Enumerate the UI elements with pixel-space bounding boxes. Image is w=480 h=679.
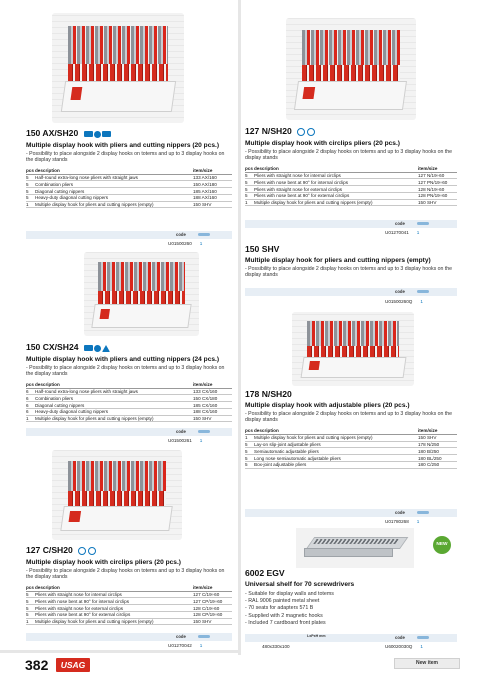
table-cell: 1 [26, 618, 35, 625]
product-photo-150ax-sh20 [52, 13, 184, 123]
table-cell: Half-round extra-long nose pliers with straight jaws [35, 174, 193, 181]
product-photo-127c-sh20 [52, 450, 182, 540]
table-cell: 127 PN/19÷60 [418, 179, 457, 186]
table-cell: 5 [26, 591, 35, 598]
table-cell: 150 SHV [193, 415, 232, 422]
table-cell: Combination pliers [35, 181, 193, 188]
column-header: description [254, 428, 418, 435]
code-label: code [176, 634, 186, 639]
code-bar [26, 633, 232, 641]
code-label: code [176, 232, 186, 237]
table-cell: 5 [245, 179, 254, 186]
product-photo-150cx-sh24 [84, 252, 199, 336]
product-note: - Possibility to place alongside 2 display hooks on totems and up to 3 display hooks on the display stands [26, 567, 225, 581]
code-label: code [395, 221, 405, 226]
order-code: U01270042 1 [168, 643, 203, 648]
table-cell: Combination pliers [35, 395, 193, 402]
product-title: Multiple display hook for pliers and cutting nippers (empty) [245, 257, 431, 264]
order-code: U01270041 1 [385, 230, 420, 235]
column-header: pcs [26, 381, 34, 387]
table-cell: Long nose semiautomatic adjustable pliers [254, 455, 418, 462]
table-cell: 127 N/19÷60 [418, 172, 457, 179]
table-cell: 178 N/250 [418, 441, 457, 448]
bottom-rule [0, 650, 238, 653]
feature-icons [84, 343, 111, 353]
table-cell: 150 CX/180 [193, 395, 232, 402]
product-title: Multiple display hook with adjustable pliers (20 pcs.) [245, 402, 410, 409]
table-cell: Pliers with nose bent at 90° for internal circlips [254, 179, 418, 186]
feature-icons [84, 129, 112, 139]
table-cell: 5 [26, 188, 35, 195]
column-header: item/size [418, 428, 457, 435]
table-cell: Pliers with straight nose for external circlips [35, 605, 193, 612]
pliers-icon [84, 345, 93, 351]
list-item: - Supplied with 2 magnetic hooks [245, 612, 323, 619]
column-header: description [35, 382, 193, 389]
table-cell: 128 C/19÷60 [193, 605, 232, 612]
table-cell: 6 [26, 402, 35, 409]
table-cell: 1 [26, 201, 35, 208]
table-cell: 6 [26, 388, 35, 395]
table-row [26, 605, 232, 612]
feature-icons [297, 127, 317, 137]
product-150cx-sh24 [26, 342, 232, 422]
order-code: U60020030Q 1 [385, 644, 423, 649]
table-row [245, 461, 457, 468]
table-cell: 6 [26, 408, 35, 415]
list-item: - RAL 9006 painted metal sheet [245, 598, 320, 605]
table-cell: Multiple display hook for pliers and cutting nippers (empty) [35, 618, 193, 625]
table-cell: Multiple display hook for pliers and cutting nippers (empty) [254, 434, 418, 441]
table-cell: Half-round extra-long nose pliers with straight jaws [35, 388, 193, 395]
table-cell: 127 C/19÷60 [193, 591, 232, 598]
table-row [26, 181, 232, 188]
table-row [26, 408, 232, 415]
table-cell: Pliers with straight nose for internal circlips [35, 591, 193, 598]
table-cell: 185 CX/160 [193, 402, 232, 409]
product-title: Universal shelf for 70 screwdrivers [245, 581, 355, 588]
order-code: U01500260 1 [168, 241, 203, 246]
table-row [26, 201, 232, 208]
product-150shv [245, 244, 457, 279]
brand-mark-icon [198, 233, 210, 236]
brand-mark-icon [198, 635, 210, 638]
brand-mark-icon [417, 290, 429, 293]
table-cell: 5 [245, 192, 254, 199]
table-row [245, 448, 457, 455]
table-cell: 180 BL/250 [418, 455, 457, 462]
table-cell: 1 [245, 199, 254, 206]
product-150ax-sh20 [26, 128, 232, 208]
product-code: 150 CX/SH24 [26, 342, 79, 352]
list-item: - 70 seats for adapters 571 B [245, 605, 314, 612]
column-header: item/size [193, 382, 232, 389]
table-cell: 128 N/19÷60 [418, 186, 457, 193]
table-cell: Heavy-duty diagonal cutting nippers [35, 408, 193, 415]
table-row [245, 441, 457, 448]
table-cell: 127 CP/19÷60 [193, 598, 232, 605]
list-item: - Included 7 cardboard front plates [245, 619, 326, 626]
feature-icons [78, 546, 98, 556]
table-cell: 5 [26, 174, 35, 181]
table-cell: 188 AX/160 [193, 194, 232, 201]
code-bar [26, 231, 232, 239]
table-cell: Pliers with straight nose for internal circlips [254, 172, 418, 179]
table-cell: 5 [245, 172, 254, 179]
product-note: - Possibility to place alongside 2 display hooks on totems and up to 3 display hooks on the display stands [245, 411, 453, 424]
table-cell: 150 SHV [193, 618, 232, 625]
column-header: item/size [193, 168, 232, 175]
circlip-icon [78, 547, 86, 555]
table-cell: 5 [245, 441, 254, 448]
brand-logo: USAG [56, 658, 90, 672]
brand-mark-icon [417, 222, 429, 225]
column-header: pcs [245, 165, 253, 171]
product-6002-egv [245, 568, 457, 627]
table-cell: 150 SHV [418, 199, 457, 206]
brand-mark-icon [417, 636, 429, 639]
column-header: description [35, 585, 193, 592]
table-cell: 5 [26, 181, 35, 188]
table-cell: Heavy-duty diagonal cutting nippers [35, 194, 193, 201]
circlip-icon [88, 547, 96, 555]
table-row [245, 455, 457, 462]
column-header: item/size [418, 166, 457, 173]
table-cell: 128 CP/19÷60 [193, 611, 232, 618]
product-code: 127 C/SH20 [26, 545, 73, 555]
table-cell: 180 B/250 [418, 448, 457, 455]
table-cell: 5 [245, 448, 254, 455]
code-label: code [395, 510, 405, 515]
product-photo-6002-egv [296, 528, 414, 568]
table-cell: Pliers with straight nose for external circlips [254, 186, 418, 193]
product-title: Multiple display hook with pliers and cutting nippers (24 pcs.) [26, 355, 220, 363]
brand-mark-icon [198, 430, 210, 433]
contents-table [26, 382, 232, 423]
product-code: 150 SHV [245, 244, 280, 254]
order-code: U01780268 1 [385, 519, 420, 524]
dimensions-label: LxPxH mm [307, 634, 326, 638]
brand-mark-icon [417, 511, 429, 514]
column-header: pcs [26, 584, 34, 590]
circlip-icon [297, 128, 305, 136]
circlip-icon [307, 128, 315, 136]
product-title: Multiple display hook with pliers and cutting nippers (20 pcs.) [26, 141, 220, 149]
code-bar [245, 220, 457, 228]
column-header: item/size [193, 585, 232, 592]
column-header: pcs [245, 427, 253, 433]
product-title: Multiple display hook with circlips pliers (20 pcs.) [245, 139, 400, 147]
cutter-icon [102, 131, 111, 137]
new-item-legend: New item [394, 658, 460, 669]
table-cell: 133 AX/160 [193, 174, 232, 181]
table-row [245, 179, 457, 186]
table-cell: Lay-on slip-joint adjustable pliers [254, 441, 418, 448]
table-cell: 5 [26, 194, 35, 201]
contents-table [245, 428, 457, 469]
table-cell: Multiple display hook for pliers and cutting nippers (empty) [254, 199, 418, 206]
table-cell: Pliers with nose bent at 90° for external circlips [35, 611, 193, 618]
table-row [26, 591, 232, 598]
product-photo-178n-sh20 [292, 312, 414, 386]
code-bar [26, 428, 232, 436]
contents-table [245, 166, 457, 207]
contents-table [26, 585, 232, 626]
code-label: code [395, 289, 405, 294]
product-code: 6002 EGV [245, 568, 285, 578]
product-127n-sh20 [245, 126, 457, 206]
product-note: - Possibility to place alongside 2 display hooks on totems and up to 3 display hooks on the display stands [26, 150, 225, 164]
table-cell: Multiple display hook for pliers and cutting nippers (empty) [35, 201, 193, 208]
code-bar [245, 509, 457, 517]
table-cell: Pliers with nose bent at 90° for internal circlips [35, 598, 193, 605]
table-cell: 5 [245, 186, 254, 193]
table-row [245, 172, 457, 179]
table-cell: 150 SHV [193, 201, 232, 208]
table-row [26, 194, 232, 201]
column-divider [238, 0, 241, 655]
table-row [245, 434, 457, 441]
product-code: 150 AX/SH20 [26, 128, 79, 138]
product-code: 178 N/SH20 [245, 389, 292, 399]
table-row [26, 415, 232, 422]
code-label: code [395, 635, 405, 640]
table-row [245, 186, 457, 193]
table-cell: 133 CX/160 [193, 388, 232, 395]
cutter-icon [102, 345, 110, 352]
column-header: description [254, 166, 418, 173]
round-icon [94, 345, 101, 352]
table-cell: 5 [26, 611, 35, 618]
table-cell: 5 [245, 461, 254, 468]
product-title: Multiple display hook with circlips pliers (20 pcs.) [26, 558, 181, 566]
product-note: - Possibility to place alongside 2 display hooks on totems and up to 3 display hooks on the display stands [245, 148, 453, 162]
feature-list [245, 591, 457, 627]
product-note: - Possibility to place alongside 2 display hooks on totems and up to 3 display hooks on the display stands [245, 266, 453, 279]
table-row [245, 192, 457, 199]
column-header: description [35, 168, 193, 175]
table-cell: 150 AX/180 [193, 181, 232, 188]
table-cell: 5 [26, 598, 35, 605]
pliers-icon [84, 131, 93, 137]
table-cell: Pliers with nose bent at 90° for external circlips [254, 192, 418, 199]
table-cell: 6 [26, 395, 35, 402]
table-row [26, 611, 232, 618]
round-icon [94, 131, 101, 138]
page-number: 382 [25, 657, 49, 673]
table-cell: 1 [245, 434, 254, 441]
table-cell: Diagonal cutting nippers [35, 188, 193, 195]
dimensions-value: 480x330x100 [262, 644, 290, 649]
product-photo-127n-sh20 [286, 18, 416, 120]
page-footer [0, 655, 480, 679]
table-cell: 185 AX/160 [193, 188, 232, 195]
code-bar [245, 288, 457, 296]
table-cell: Diagonal cutting nippers [35, 402, 193, 409]
table-cell: Multiple display hook for pliers and cutting nippers (empty) [35, 415, 193, 422]
table-row [26, 174, 232, 181]
column-header: pcs [26, 167, 34, 173]
order-code: U01500261 1 [168, 438, 203, 443]
product-code: 127 N/SH20 [245, 126, 292, 136]
table-cell: 188 CX/160 [193, 408, 232, 415]
table-cell: 5 [26, 605, 35, 612]
table-row [26, 618, 232, 625]
list-item: - Suitable for display walls and totems [245, 591, 334, 597]
table-cell: 128 PN/19÷60 [418, 192, 457, 199]
table-cell: Semiautomatic adjustable pliers [254, 448, 418, 455]
table-row [245, 199, 457, 206]
product-note: - Possibility to place alongside 2 display hooks on totems and up to 3 display hooks on the display stands [26, 364, 225, 378]
table-cell: 180 C/250 [418, 461, 457, 468]
new-badge: NEW [433, 536, 451, 554]
table-row [26, 598, 232, 605]
code-bar [245, 634, 457, 642]
table-cell: 150 SHV [418, 434, 457, 441]
code-label: code [176, 429, 186, 434]
table-cell: 5 [245, 455, 254, 462]
table-cell: 1 [26, 415, 35, 422]
table-row [26, 388, 232, 395]
table-cell: Box-joint adjustable pliers [254, 461, 418, 468]
contents-table [26, 168, 232, 209]
product-178n-sh20 [245, 389, 457, 469]
table-row [26, 188, 232, 195]
product-127c-sh20 [26, 545, 232, 625]
table-row [26, 402, 232, 409]
order-code: U01500260Q 1 [385, 299, 423, 304]
table-row [26, 395, 232, 402]
